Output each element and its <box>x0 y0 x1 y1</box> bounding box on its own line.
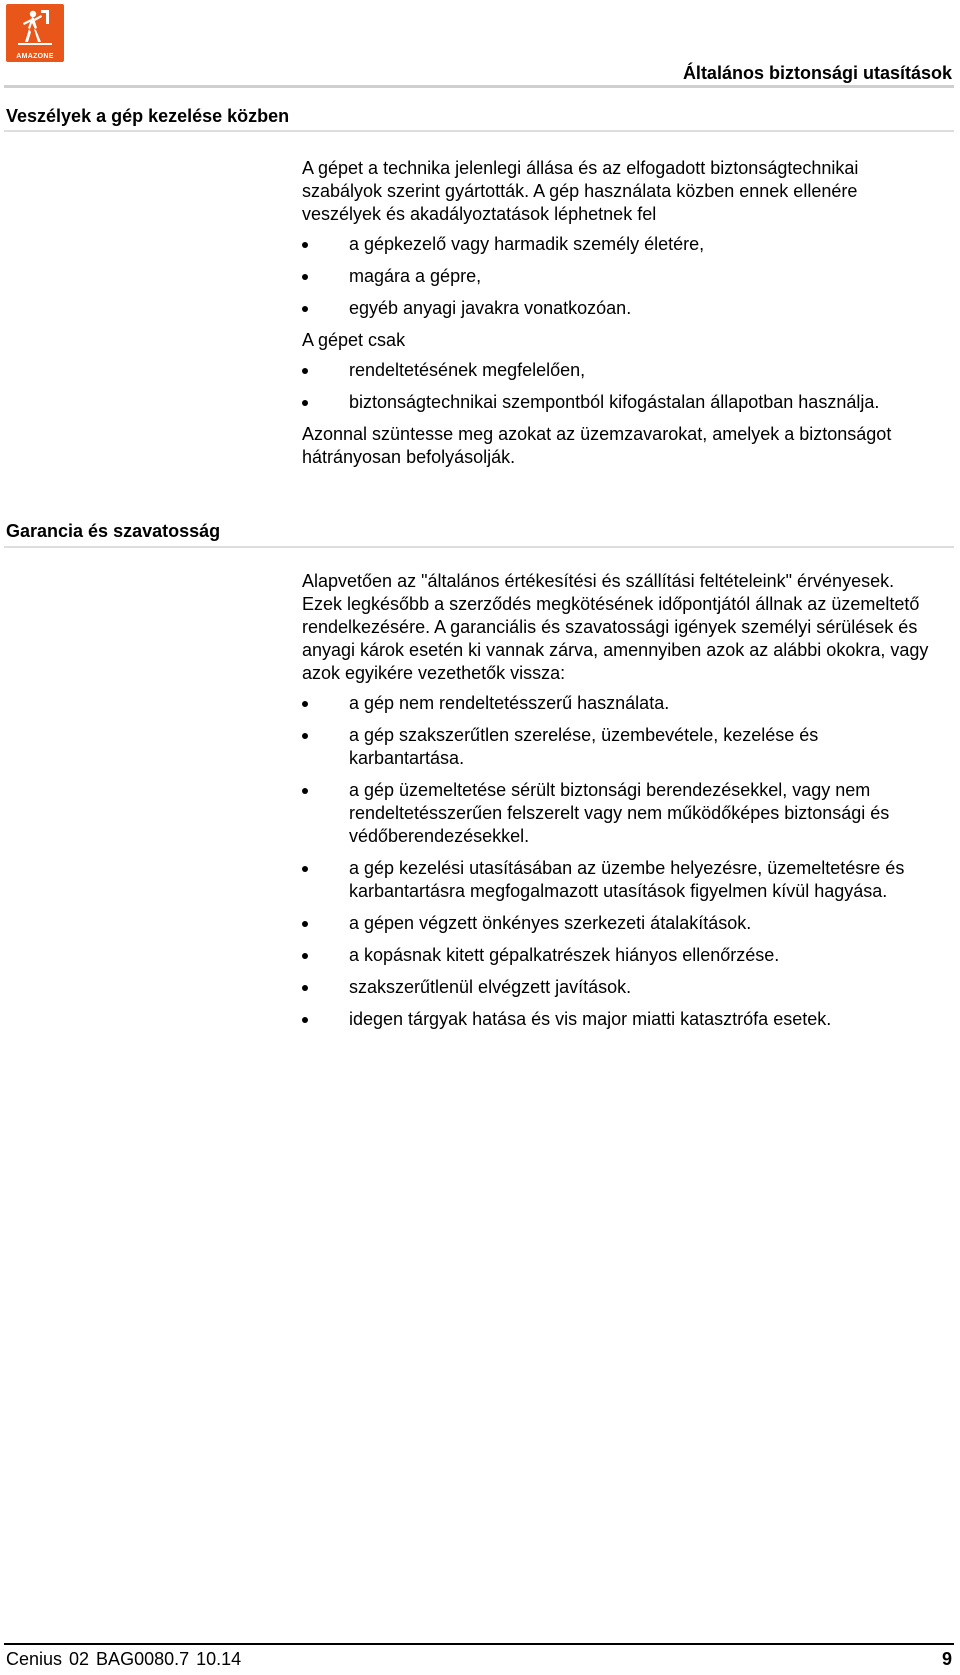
bullet-icon <box>302 733 308 739</box>
warranty-list <box>302 692 932 1031</box>
bullet-icon <box>302 985 308 991</box>
footer-doc-info: Cenius 02 BAG0080.7 10.14 <box>6 1649 242 1669</box>
hazards-list-1 <box>302 233 932 320</box>
list-item: a gép szakszerűtlen szerelése, üzembevétele, kezelése és karbantartása. <box>302 724 932 770</box>
hazards-para-3: Azonnal szüntesse meg azokat az üzemzavarokat, amelyek a biztonságot hátrányosan befolyásolják. <box>302 424 892 467</box>
hazards-list-2 <box>302 359 932 414</box>
logo-wordmark: AMAZONE <box>16 53 54 60</box>
hazards-intro: A gépet a technika jelenlegi állása és az elfogadott biztonságtechnikai szabályok szerint gyártották. A gép használata közben ennek ellenére veszélyek és akadályoztatások léphetnek fel <box>302 158 859 224</box>
bullet-icon <box>302 368 308 374</box>
list-item: a gépen végzett önkényes szerkezeti átalakítások. <box>302 912 932 935</box>
list-item: rendeltetésének megfelelően, <box>302 359 932 382</box>
footer-divider <box>4 1643 954 1645</box>
amazone-logo <box>6 4 64 62</box>
list-item: a gépkezelő vagy harmadik személy életére, <box>302 233 932 256</box>
bullet-icon <box>302 242 308 248</box>
bullet-icon <box>302 953 308 959</box>
list-item: a kopásnak kitett gépalkatrészek hiányos ellenőrzése. <box>302 944 932 967</box>
list-item: szakszerűtlenül elvégzett javítások. <box>302 976 932 999</box>
list-item: a gép nem rendeltetésszerű használata. <box>302 692 932 715</box>
hazards-para-2: A gépet csak <box>302 330 406 350</box>
bullet-icon <box>302 306 308 312</box>
section-heading-hazards: Veszélyek a gép kezelése közben <box>6 106 290 126</box>
list-item: biztonságtechnikai szempontból kifogástalan állapotban használja. <box>302 391 932 414</box>
page-header-title: Általános biztonsági utasítások <box>682 63 952 83</box>
bullet-icon <box>302 1017 308 1023</box>
section-heading-warranty: Garancia és szavatosság <box>6 521 221 541</box>
section-body-hazards <box>302 157 932 476</box>
header-divider <box>4 85 954 88</box>
bullet-icon <box>302 701 308 707</box>
page-number: 9 <box>941 1649 952 1669</box>
section-divider-warranty <box>4 546 954 548</box>
section-divider-hazards <box>4 130 954 132</box>
list-item: egyéb anyagi javakra vonatkozóan. <box>302 297 932 320</box>
list-item: a gép kezelési utasításában az üzembe helyezésre, üzemeltetésre és karbantartásra megfogalmazott utasítások figyelmen kívül hagyása. <box>302 857 932 903</box>
section-body-warranty <box>302 570 932 1040</box>
list-item: a gép üzemeltetése sérült biztonsági berendezésekkel, vagy nem rendeltetésszerűen felszerelt vagy nem működőképes biztonsági és védőberendezésekkel. <box>302 779 932 848</box>
bullet-icon <box>302 866 308 872</box>
bullet-icon <box>302 274 308 280</box>
list-item: idegen tárgyak hatása és vis major miatti katasztrófa esetek. <box>302 1008 932 1031</box>
warranty-intro: Alapvetően az "általános értékesítési és szállítási feltételeink" érvényesek. Ezek legkésőbb a szerződés megkötésének időpontjától állnak az üzemeltető rendelkezésére. A garanciális és szavatossági igények személyi sérülések és anyagi károk esetén ki vannak zárva, amennyiben azok az alábbi okokra, vagy azok egyikére vezethetők vissza: <box>302 571 929 683</box>
list-item: magára a gépre, <box>302 265 932 288</box>
sower-figure-icon <box>6 4 64 50</box>
bullet-icon <box>302 921 308 927</box>
bullet-icon <box>302 788 308 794</box>
bullet-icon <box>302 400 308 406</box>
